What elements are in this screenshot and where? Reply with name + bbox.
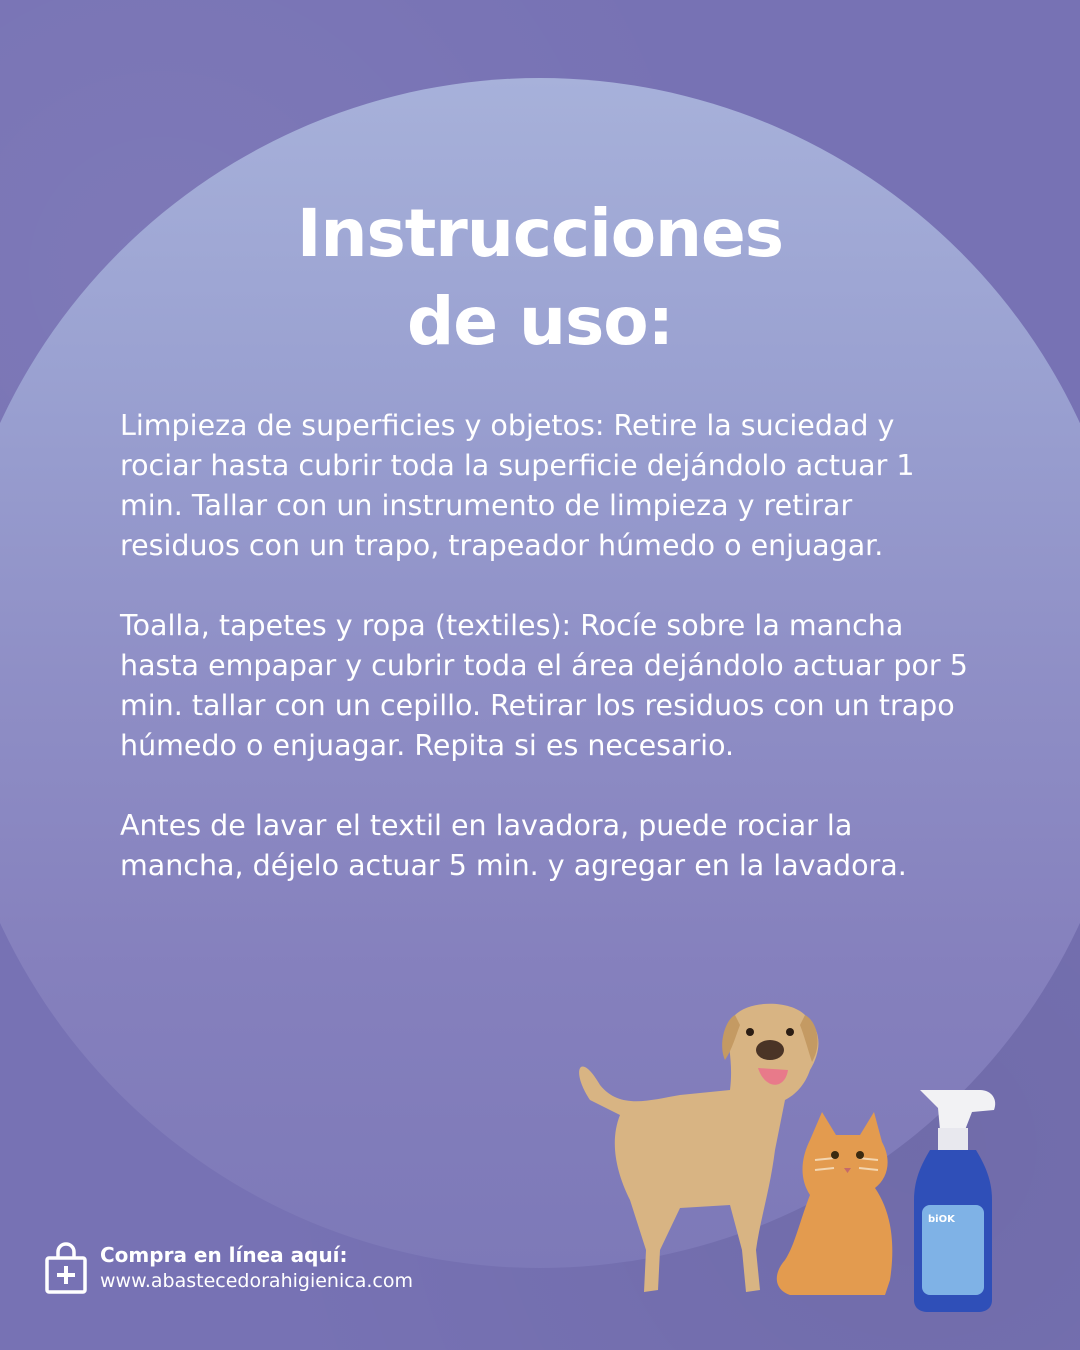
instruction-textiles: Toalla, tapetes y ropa (textiles): Rocíe sobre la mancha hasta empapar y cubrir toda el área dejándolo actuar por 5 min. tallar con un cepillo. Retirar los residuos con un trapo húmedo o enjuagar. Repita si es necesario.: [120, 609, 968, 762]
pets-and-product-illustration: [560, 990, 1020, 1340]
instruction-surfaces: Limpieza de superficies y objetos: Retire la suciedad y rociar hasta cubrir toda la superficie dejándolo actuar 1 min. Tallar con un instrumento de limpieza y retirar residuos con un trapo, trapeador húmedo o enjuagar.: [120, 409, 915, 562]
dog-image: [579, 1004, 818, 1292]
title-line-1: Instrucciones: [296, 195, 784, 272]
bottle-brand-label: biOK: [928, 1214, 955, 1225]
instruction-washing-machine: Antes de lavar el textil en lavadora, puede rociar la mancha, déjelo actuar 5 min. y agregar en la lavadora.: [120, 809, 907, 882]
shopping-bag-plus-icon: [44, 1242, 88, 1294]
footer-shop-link[interactable]: [44, 1242, 413, 1294]
cat-image: [777, 1112, 893, 1295]
footer-cta: Compra en línea aquí:: [100, 1243, 348, 1267]
page-title: [0, 190, 1080, 366]
instructions-body: [120, 406, 980, 926]
footer-url-link[interactable]: www.abastecedorahigienica.com: [100, 1270, 413, 1292]
spray-bottle-image: [914, 1090, 995, 1312]
title-line-2: de uso:: [407, 283, 673, 360]
